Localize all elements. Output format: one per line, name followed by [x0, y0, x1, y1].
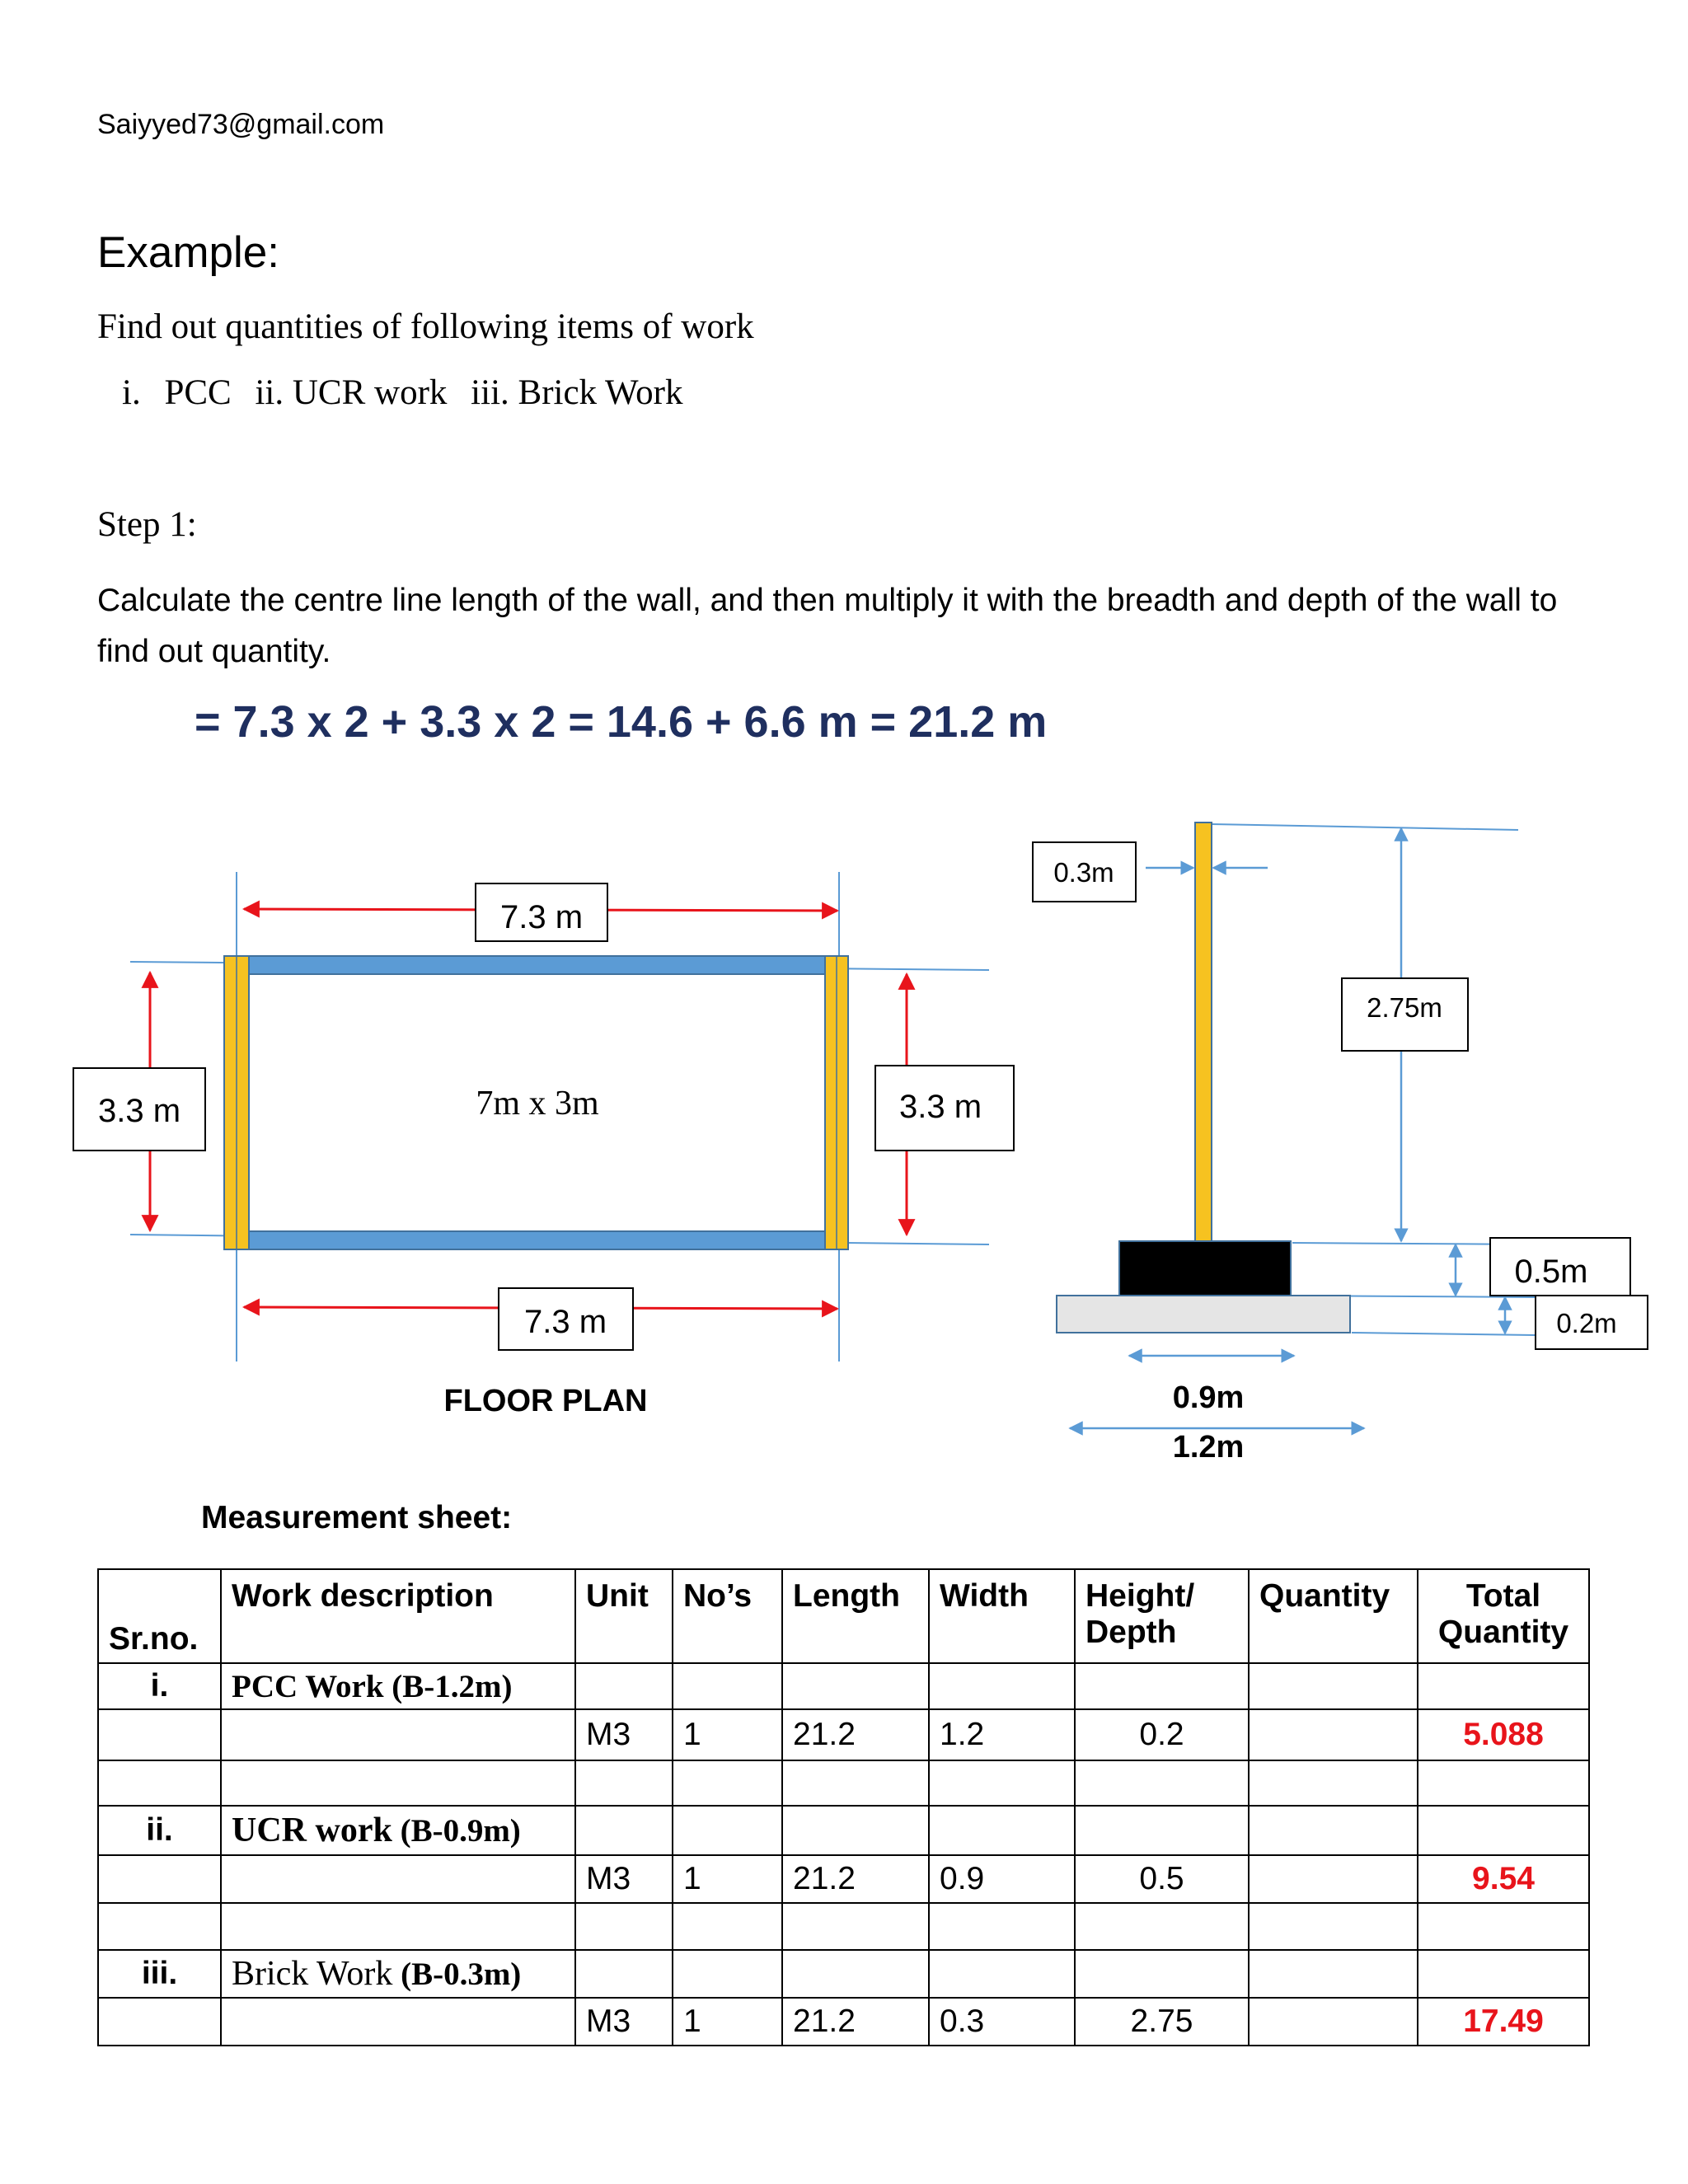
bottom-length-label: 7.3 m	[523, 1304, 607, 1340]
row-srno: i.	[98, 1663, 221, 1709]
ucr-depth-label: 0.5m	[1514, 1254, 1588, 1290]
right-width-label: 3.3 m	[898, 1089, 982, 1125]
centre-line-formula: = 7.3 x 2 + 3.3 x 2 = 14.6 + 6.6 m = 21.2 m	[195, 697, 1048, 747]
wall-height-label: 2.75m	[1367, 992, 1442, 1023]
row-width: 0.3	[929, 1998, 1075, 2046]
row-length: 21.2	[782, 1709, 929, 1760]
row-width: 0.9	[929, 1855, 1075, 1903]
item-brick: iii. Brick Work	[471, 373, 683, 412]
row-total: 5.088	[1418, 1709, 1589, 1760]
floor-plan	[73, 872, 1014, 1418]
header-work: Work description	[221, 1569, 575, 1663]
measurement-sheet-title: Measurement sheet:	[201, 1500, 513, 1535]
pcc-bed	[1057, 1296, 1350, 1333]
header-total: Total Quantity	[1418, 1569, 1589, 1663]
row-total: 17.49	[1418, 1998, 1589, 2046]
row-width: 1.2	[929, 1709, 1075, 1760]
table-row	[98, 1709, 1589, 1760]
step-label: Step 1:	[97, 505, 197, 544]
row-height: 0.5	[1075, 1855, 1249, 1903]
top-length-label: 7.3 m	[499, 899, 584, 935]
row-unit: M3	[575, 1855, 673, 1903]
header-row	[98, 1569, 1589, 1663]
row-description: UCR work (B-0.9m)	[221, 1806, 575, 1855]
row-srno: iii.	[98, 1950, 221, 1998]
header-srno: Sr.no.	[98, 1569, 221, 1663]
row-height: 2.75	[1075, 1998, 1249, 2046]
floor-plan-caption: FLOOR PLAN	[443, 1384, 648, 1418]
table-row	[98, 1950, 1589, 1998]
brick-wall	[1195, 823, 1212, 1241]
row-description: Brick Work (B-0.3m)	[221, 1950, 575, 1998]
measurement-sheet	[97, 1568, 1590, 2046]
header-nos: No’s	[673, 1569, 782, 1663]
example-heading: Example:	[97, 228, 279, 277]
header-length: Length	[782, 1569, 929, 1663]
header-height: Height/ Depth	[1075, 1569, 1249, 1663]
row-length: 21.2	[782, 1855, 929, 1903]
header-unit: Unit	[575, 1569, 673, 1663]
pcc-width-label: 1.2m	[1172, 1430, 1245, 1465]
pcc-depth-label: 0.2m	[1556, 1308, 1617, 1338]
header-width: Width	[929, 1569, 1075, 1663]
table-row	[98, 1855, 1589, 1903]
row-total: 9.54	[1418, 1855, 1589, 1903]
table-row	[98, 1903, 1589, 1950]
wall-thickness-label: 0.3m	[1053, 857, 1114, 888]
row-nos: 1	[673, 1709, 782, 1760]
table-row	[98, 1663, 1589, 1709]
table-row	[98, 1760, 1589, 1806]
item-pcc: PCC	[164, 373, 232, 412]
row-description: PCC Work (B-1.2m)	[221, 1663, 575, 1709]
problem-statement: Find out quantities of following items of work	[97, 307, 754, 346]
ucr-footing	[1119, 1241, 1291, 1296]
author-email: Saiyyed73@gmail.com	[97, 109, 385, 140]
row-length: 21.2	[782, 1998, 929, 2046]
item-ucr: ii. UCR work	[255, 373, 448, 412]
row-unit: M3	[575, 1998, 673, 2046]
item-marker: i.	[122, 373, 141, 412]
header-quantity: Quantity	[1249, 1569, 1418, 1663]
calc-instruction: Calculate the centre line length of the wall, and then multiply it with the breadth and depth of the wall to find out quantity.	[97, 583, 1558, 669]
ucr-width-label: 0.9m	[1172, 1380, 1245, 1415]
wall-section	[1033, 823, 1648, 1465]
table-row	[98, 1998, 1589, 2046]
top-wall	[224, 956, 848, 974]
left-width-label: 3.3 m	[97, 1093, 181, 1129]
row-unit: M3	[575, 1709, 673, 1760]
row-srno: ii.	[98, 1806, 221, 1855]
row-nos: 1	[673, 1998, 782, 2046]
row-height: 0.2	[1075, 1709, 1249, 1760]
row-nos: 1	[673, 1855, 782, 1903]
table-row	[98, 1806, 1589, 1855]
room-size-label: 7m x 3m	[476, 1085, 599, 1122]
bottom-wall	[224, 1231, 848, 1249]
